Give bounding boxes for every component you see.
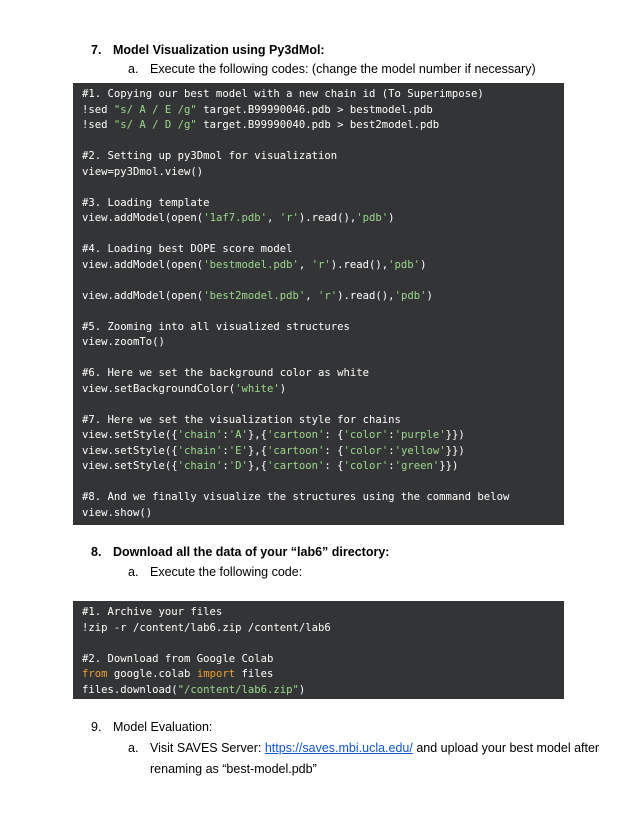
code-comment: #4. Loading best DOPE score model: [82, 243, 293, 255]
code-line: view.setBackgroundColor('white'): [82, 382, 287, 395]
code-comment: #8. And we finally visualize the structures using the command below: [82, 491, 510, 503]
code-comment: #2. Setting up py3Dmol for visualization: [82, 150, 338, 162]
code-line: view.addModel(open('1af7.pdb', 'r').read(),'pdb'): [82, 212, 395, 224]
step-letter: a.: [128, 565, 139, 579]
code-comment: #1. Archive your files: [82, 606, 223, 618]
code-comment: #1. Copying our best model with a new chain id (To Superimpose): [82, 88, 484, 100]
section-9-step-a: [128, 738, 599, 780]
code-line: view.addModel(open('best2model.pdb', 'r').read(),'pdb'): [82, 289, 433, 302]
code-blank-line: [82, 180, 564, 196]
code-line: !zip -r /content/lab6.zip /content/lab6: [82, 621, 331, 634]
code-blank-line: [82, 304, 564, 320]
code-blank-line: [82, 475, 564, 491]
code-comment: #2. Download from Google Colab: [82, 652, 274, 665]
code-blank-line: [82, 397, 564, 413]
code-line: !sed "s/ A / E /g" target.B99990046.pdb > bestmodel.pdb: [82, 103, 433, 116]
step-letter: a.: [128, 62, 139, 76]
code-block-download[interactable]: [73, 601, 564, 699]
step-text: Execute the following code:: [150, 565, 303, 579]
step-text: and upload your best model after: [412, 741, 600, 755]
step-letter: a.: [128, 741, 139, 755]
code-blank-line: [82, 636, 564, 652]
section-title: Model Visualization using Py3dMol:: [113, 43, 325, 57]
step-text: Visit SAVES Server:: [150, 741, 265, 755]
code-line: view.setStyle({'chain':'D'},{'cartoon': {'color':'green'}}): [82, 460, 459, 472]
code-line: from google.colab import files: [82, 668, 274, 680]
section-number: 8.: [91, 545, 102, 559]
section-number: 9.: [91, 720, 102, 734]
code-line: view.setStyle({'chain':'A'},{'cartoon': {'color':'purple'}}): [82, 429, 465, 441]
code-comment: #7. Here we set the visualization style for chains: [82, 413, 401, 426]
section-7-heading: [91, 43, 325, 57]
code-blank-line: [82, 134, 564, 150]
code-line: view.addModel(open('bestmodel.pdb', 'r').read(),'pdb'): [82, 258, 427, 271]
code-line: view.show(): [82, 506, 153, 519]
section-number: 7.: [91, 43, 102, 57]
section-title: Download all the data of your “lab6” directory:: [113, 545, 390, 559]
code-line: files.download("/content/lab6.zip"): [82, 683, 306, 696]
code-comment: #3. Loading template: [82, 196, 210, 209]
section-9-heading: [91, 717, 212, 738]
code-block-visualization[interactable]: [73, 83, 564, 525]
step-text: Execute the following codes: (change the model number if necessary): [150, 62, 536, 76]
code-comment: #5. Zooming into all visualized structures: [82, 320, 350, 333]
code-blank-line: [82, 273, 564, 289]
code-blank-line: [82, 227, 564, 243]
step-text: renaming as “best-model.pdb”: [150, 762, 317, 776]
code-blank-line: [82, 351, 564, 367]
section-7-step-a: [128, 59, 536, 80]
code-comment: #6. Here we set the background color as white: [82, 367, 370, 379]
code-line: view=py3Dmol.view(): [82, 165, 204, 178]
code-line: view.setStyle({'chain':'E'},{'cartoon': {'color':'yellow'}}): [82, 444, 465, 457]
section-8-step-a: [128, 562, 302, 583]
code-line: view.zoomTo(): [82, 336, 165, 348]
code-line: !sed "s/ A / D /g" target.B99990040.pdb > best2model.pdb: [82, 119, 440, 131]
section-8-heading: [91, 545, 389, 559]
saves-server-link[interactable]: https://saves.mbi.ucla.edu/: [264, 741, 413, 755]
section-title: Model Evaluation:: [113, 720, 213, 734]
